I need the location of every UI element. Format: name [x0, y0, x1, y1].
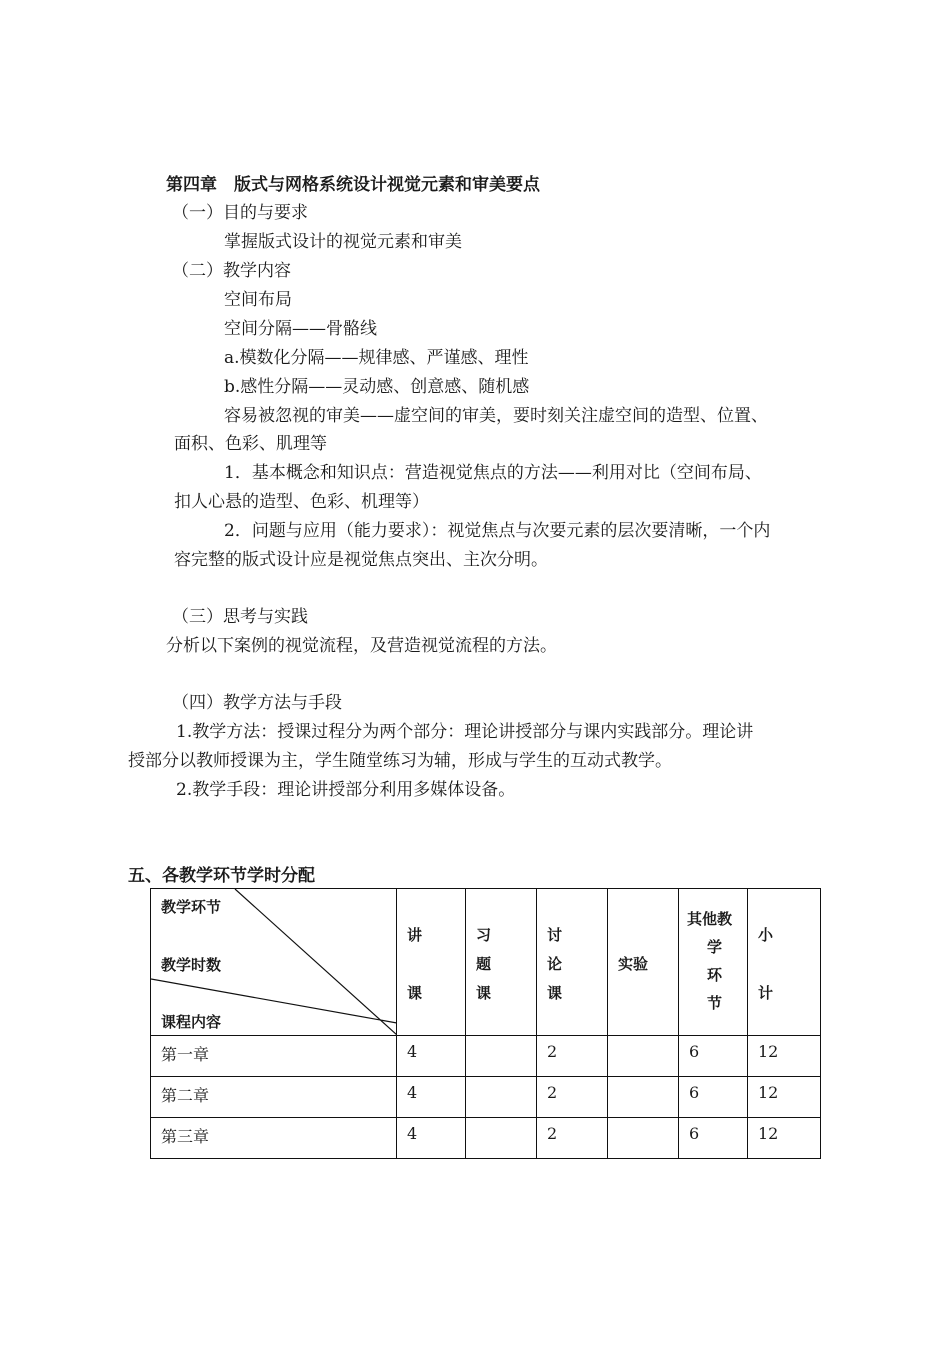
table-header-row — [151, 889, 821, 1036]
table-row — [151, 1077, 821, 1118]
cell-discussion: 2 — [547, 1124, 558, 1143]
diag-label-top: 教学环节 — [161, 898, 222, 916]
section-1-heading: （一）目的与要求 — [172, 203, 308, 223]
table-row — [151, 1118, 821, 1159]
paragraph-line: 2．问题与应用（能力要求）：视觉焦点与次要元素的层次要清晰，一个内 — [224, 521, 771, 541]
header-lecture — [397, 889, 466, 1036]
paragraph-line: 1.教学方法：授课过程分为两个部分：理论讲授部分与课内实践部分。理论讲 — [176, 722, 754, 742]
header-char: 课 — [476, 984, 492, 1002]
diag-label-bottom: 课程内容 — [161, 1013, 222, 1031]
header-char: 学 — [707, 938, 723, 956]
section-2-heading: （二）教学内容 — [172, 261, 291, 281]
section-1-body: 掌握版式设计的视觉元素和审美 — [224, 232, 462, 252]
header-char: 论 — [547, 955, 563, 973]
cell-content: 第二章 — [161, 1086, 210, 1105]
section-4-heading: （四）教学方法与手段 — [172, 693, 342, 713]
cell-exercise — [466, 1118, 536, 1124]
content-line: a.模数化分隔——规律感、严谨感、理性 — [224, 348, 529, 368]
paragraph-line: 授部分以教师授课为主，学生随堂练习为辅，形成与学生的互动式教学。 — [128, 751, 672, 771]
cell-discussion: 2 — [547, 1042, 558, 1061]
cell-lecture: 4 — [407, 1042, 418, 1061]
cell-content: 第三章 — [161, 1127, 210, 1146]
header-char: 其他教 — [687, 910, 733, 928]
section-5-title: 五、各教学环节学时分配 — [128, 866, 315, 886]
cell-other: 6 — [689, 1083, 700, 1102]
header-other — [679, 889, 748, 1036]
cell-exercise — [466, 1036, 536, 1042]
header-char: 课 — [407, 984, 423, 1002]
cell-lecture: 4 — [407, 1124, 418, 1143]
header-label: 实验 — [618, 955, 649, 973]
cell-subtotal: 12 — [758, 1042, 779, 1061]
chapter-title: 第四章 版式与网格系统设计视觉元素和审美要点 — [166, 175, 540, 195]
cell-subtotal: 12 — [758, 1083, 779, 1102]
header-char: 题 — [476, 955, 492, 973]
paragraph-line: 容完整的版式设计应是视觉焦点突出、主次分明。 — [174, 550, 548, 570]
cell-lecture: 4 — [407, 1083, 418, 1102]
content-line: b.感性分隔——灵动感、创意感、随机感 — [224, 377, 530, 397]
paragraph-line: 扣人心悬的造型、色彩、机理等） — [174, 492, 429, 512]
header-char: 节 — [707, 994, 723, 1012]
cell-other: 6 — [689, 1124, 700, 1143]
paragraph-line: 容易被忽视的审美——虚空间的审美，要时刻关注虚空间的造型、位置、 — [224, 406, 768, 426]
header-char: 讨 — [547, 926, 563, 944]
cell-content: 第一章 — [161, 1045, 210, 1064]
section-3-body: 分析以下案例的视觉流程，及营造视觉流程的方法。 — [166, 636, 557, 656]
cell-experiment — [608, 1036, 678, 1042]
cell-discussion: 2 — [547, 1083, 558, 1102]
table-row — [151, 1036, 821, 1077]
header-char: 小 — [758, 926, 774, 944]
header-experiment — [608, 889, 679, 1036]
paragraph-line: 2.教学手段：理论讲授部分利用多媒体设备。 — [176, 780, 516, 800]
cell-exercise — [466, 1077, 536, 1083]
header-char: 计 — [758, 984, 774, 1002]
cell-experiment — [608, 1077, 678, 1083]
hours-allocation-table — [150, 888, 821, 1159]
header-char: 习 — [476, 926, 492, 944]
diagonal-header-cell — [151, 889, 397, 1036]
content-line: 空间布局 — [224, 290, 292, 310]
header-subtotal — [748, 889, 821, 1036]
content-line: 空间分隔——骨骼线 — [224, 319, 377, 339]
cell-other: 6 — [689, 1042, 700, 1061]
paragraph-line: 1．基本概念和知识点：营造视觉焦点的方法——利用对比（空间布局、 — [224, 463, 762, 483]
header-char: 讲 — [407, 926, 423, 944]
section-3-heading: （三）思考与实践 — [172, 607, 308, 627]
header-char: 课 — [547, 984, 563, 1002]
paragraph-line: 面积、色彩、肌理等 — [174, 434, 327, 454]
header-discussion — [537, 889, 608, 1036]
diag-label-mid: 教学时数 — [161, 956, 222, 974]
cell-subtotal: 12 — [758, 1124, 779, 1143]
header-exercise — [466, 889, 537, 1036]
cell-experiment — [608, 1118, 678, 1124]
header-char: 环 — [707, 966, 723, 984]
